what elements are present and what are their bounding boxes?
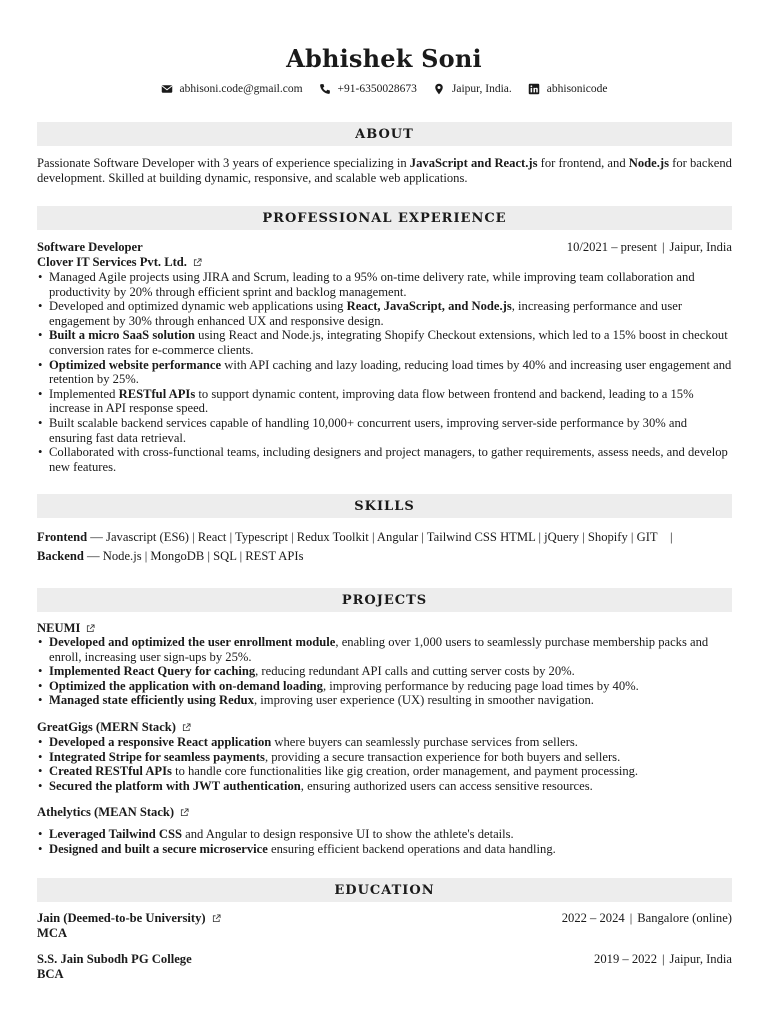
company-row[interactable] (37, 255, 732, 270)
bullet-item: • Managed Agile projects using JIRA and Scrum, leading to a 95% on-time delivery rate, while improving team collaboration and productivity by 20% through efficient sprint and backlog management. (37, 270, 732, 299)
education-meta: 2022 – 2024 | Bangalore (online) (561, 911, 732, 925)
skills-frontend: Frontend — Javascript (ES6) | React | Typescript | Redux Toolkit | Angular | Tailwind CSS HTML | jQuery | Shopify | GIT | (37, 530, 673, 544)
contact-location (433, 83, 512, 95)
project-bullets (37, 827, 732, 856)
skills-backend: Backend — Node.js | MongoDB | SQL | REST APIs (37, 549, 304, 563)
experience-header (37, 240, 732, 255)
bullet-item: • Leveraged Tailwind CSS and Angular to design responsive UI to show the athlete's details. (37, 827, 732, 842)
section-header-education: EDUCATION (37, 878, 732, 902)
section-header-about: ABOUT (37, 122, 732, 146)
bullet-item: • Integrated Stripe for seamless payments, providing a secure transaction experience for both buyers and sellers. (37, 750, 732, 765)
section-header-experience: PROFESSIONAL EXPERIENCE (37, 206, 732, 230)
external-link-icon (182, 723, 191, 732)
contact-email[interactable] (161, 83, 303, 95)
external-link-icon (180, 808, 189, 817)
linkedin-link[interactable]: abhisonicode (546, 83, 608, 95)
external-link-icon (193, 258, 202, 267)
bullet-item: • Optimized the application with on-demand loading, improving performance by reducing page load times by 40%. (37, 679, 732, 694)
external-link-icon (212, 914, 221, 923)
bullet-item: • Implemented React Query for caching, reducing redundant API calls and cutting server costs by 20%. (37, 664, 732, 679)
bullet-item: • Managed state efficiently using Redux, improving user experience (UX) resulting in smoother navigation. (37, 693, 732, 708)
bullet-item: • Created RESTful APIs to handle core functionalities like gig creation, order management, and payment processing. (37, 764, 732, 779)
job-role: Software Developer (37, 240, 143, 254)
bullet-item: • Developed a responsive React application where buyers can seamlessly purchase services from sellers. (37, 735, 732, 750)
project-bullets (37, 635, 732, 708)
project-title-row (37, 720, 732, 735)
bullet-item: • Implemented RESTful APIs to support dynamic content, improving data flow between frontend and backend, leading to a 15% increase in API response speed. (37, 387, 732, 416)
school-name: S.S. Jain Subodh PG College (37, 952, 192, 966)
education-entry (37, 911, 732, 926)
degree: BCA (37, 967, 64, 981)
section-header-skills: SKILLS (37, 494, 732, 518)
education-entry (37, 952, 732, 967)
bullet-item: • Built a micro SaaS solution using React and Node.js, integrating Shopify Checkout extensions, which led to a 15% boost in checkout conversion rates for e-commerce clients. (37, 328, 732, 357)
candidate-name: Abhishek Soni (286, 44, 482, 73)
bullet-item: • Built scalable backend services capable of handling 10,000+ concurrent users, improving server-side performance by 30% and ensuring fast data retrieval. (37, 416, 732, 445)
project-title[interactable]: Athelytics (MEAN Stack) (37, 805, 189, 820)
school-name[interactable]: Jain (Deemed-to-be University) (37, 911, 221, 926)
job-meta: 10/2021 – present | Jaipur, India (566, 240, 732, 254)
envelope-icon (161, 83, 173, 95)
company-name[interactable]: Clover IT Services Pvt. Ltd. (37, 255, 202, 270)
external-link-icon (86, 624, 95, 633)
education-degree-row (37, 926, 732, 941)
education-meta: 2019 – 2022 | Jaipur, India (594, 952, 732, 966)
phone-text[interactable]: +91-6350028673 (337, 83, 417, 95)
phone-icon (319, 83, 331, 95)
about-summary: Passionate Software Developer with 3 years of experience specializing in JavaScript and React.js for frontend, and Node.js for backend development. Skilled at building dynamic, responsive, and scalable web applications. (37, 156, 732, 185)
project-title[interactable]: NEUMI (37, 621, 95, 636)
bullet-item: • Designed and built a secure microservice ensuring efficient backend operations and data handling. (37, 842, 732, 857)
project-title[interactable]: GreatGigs (MERN Stack) (37, 720, 191, 735)
bullet-item: • Optimized website performance with API caching and lazy loading, reducing load times by 40% and increasing user engagement and retention by 25%. (37, 358, 732, 387)
bullet-item: • Developed and optimized the user enrollment module, enabling over 1,000 users to seamlessly purchase membership packs and enroll, increasing user sign-ups by 25%. (37, 635, 732, 664)
bullet-item: • Developed and optimized dynamic web applications using React, JavaScript, and Node.js, increasing performance and user engagement by 30% through enhanced UX and responsive design. (37, 299, 732, 328)
experience-bullets (37, 270, 732, 474)
section-header-projects: PROJECTS (37, 588, 732, 612)
bullet-item: • Secured the platform with JWT authentication, ensuring authorized users can access sensitive resources. (37, 779, 732, 794)
location-text: Jaipur, India. (451, 83, 512, 95)
contact-bar (0, 83, 768, 95)
email-link[interactable]: abhisoni.code@gmail.com (179, 83, 303, 95)
contact-linkedin[interactable] (528, 83, 608, 95)
project-title-row (37, 805, 732, 820)
education-degree-row (37, 967, 732, 982)
map-pin-icon (433, 83, 445, 95)
bullet-item: • Collaborated with cross-functional teams, including designers and project managers, to gather requirements, assess needs, and develop new features. (37, 445, 732, 474)
degree: MCA (37, 926, 68, 940)
project-bullets (37, 735, 732, 793)
linkedin-icon (528, 83, 540, 95)
contact-phone[interactable] (319, 83, 417, 95)
project-title-row (37, 621, 732, 636)
